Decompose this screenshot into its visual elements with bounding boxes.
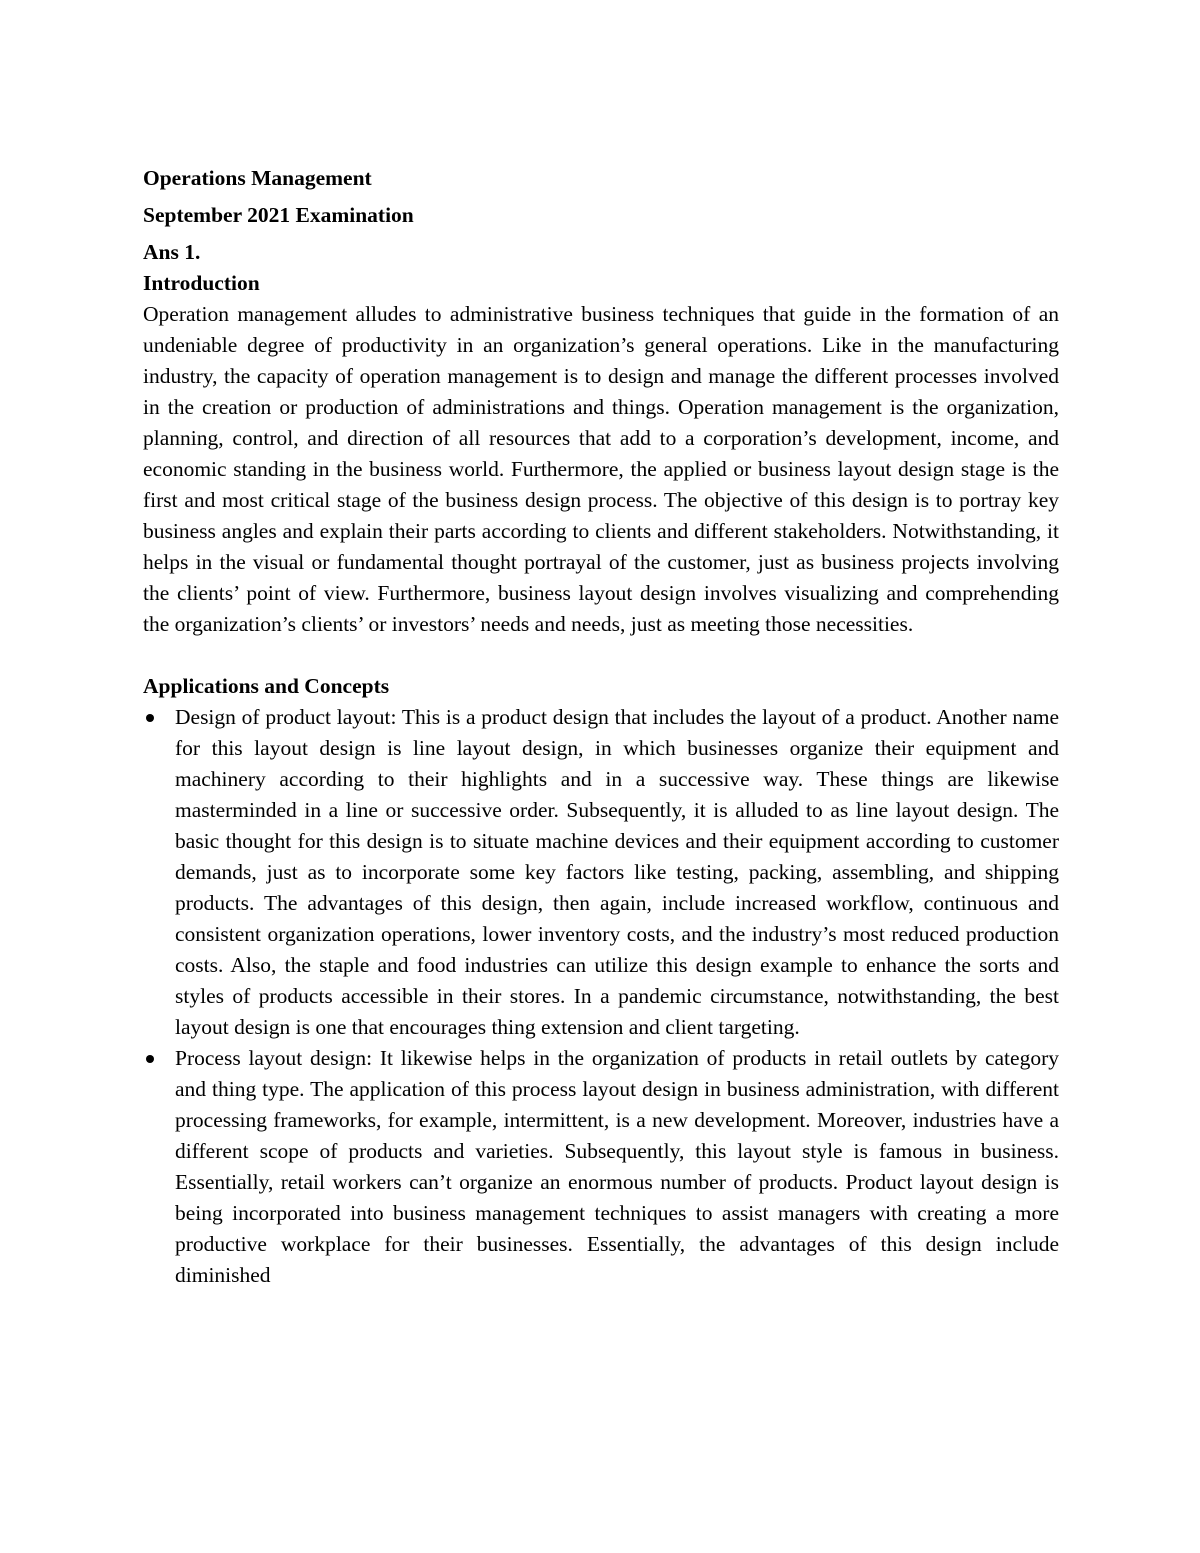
- intro-heading: Introduction: [143, 271, 260, 295]
- exam-subtitle: September 2021 Examination: [143, 203, 414, 227]
- intro-paragraph: Operation management alludes to administrative business techniques that guide in the formation of an undeniable degree of productivity in an organization’s general operations. Like in the manufacturing industry, the capacity of operation management is to design and manage the different processes involved in the creation or production of administrations and things. Operation management is the organization, planning, control, and direction of all resources that add to a corporation’s development, income, and economic standing in the business world. Furthermore, the applied or business layout design stage is the first and most critical stage of the business design process. The objective of this design is to portray key business angles and explain their parts according to clients and different stakeholders. Notwithstanding, it helps in the visual or fundamental thought portrayal of the customer, just as business projects involving the clients’ point of view. Furthermore, business layout design involves visualizing and comprehending the organization’s clients’ or investors’ needs and needs, just as meeting those necessities.: [143, 302, 1059, 636]
- document-page: [143, 163, 1059, 1291]
- list-item-text: Design of product layout: This is a product design that includes the layout of a product. Another name for this layout design is line layout design, in which businesses organize their equipment and machinery according to their highlights and in a successive way. These things are likewise masterminded in a line or successive order. Subsequently, it is alluded to as line layout design. The basic thought for this design is to situate machine devices and their equipment according to customer demands, just as to incorporate some key factors like testing, packing, assembling, and shipping products. The advantages of this design, then again, include increased workflow, continuous and consistent organization operations, lower inventory costs, and the industry’s most reduced production costs. Also, the staple and food industries can utilize this design example to enhance the sorts and styles of products accessible in their stores. In a pandemic circumstance, notwithstanding, the best layout design is one that encourages thing extension and client targeting.: [175, 705, 1059, 1039]
- list-item: [143, 702, 1059, 1043]
- concepts-list: [143, 702, 1059, 1291]
- document-title: Operations Management: [143, 166, 372, 190]
- bullet-icon: [146, 1055, 154, 1063]
- bullet-icon: [146, 714, 154, 722]
- list-item: [143, 1043, 1059, 1291]
- list-item-text: Process layout design: It likewise helps in the organization of products in retail outlets by category and thing type. The application of this process layout design in business administration, with different processing frameworks, for example, intermittent, is a new development. Moreover, industries have a different scope of products and varieties. Subsequently, this layout style is famous in business. Essentially, retail workers can’t organize an enormous number of products. Product layout design is being incorporated into business management techniques to assist managers with creating a more productive workplace for their businesses. Essentially, the advantages of this design include diminished: [175, 1046, 1059, 1287]
- answer-label: Ans 1.: [143, 240, 201, 264]
- applications-heading: Applications and Concepts: [143, 674, 390, 698]
